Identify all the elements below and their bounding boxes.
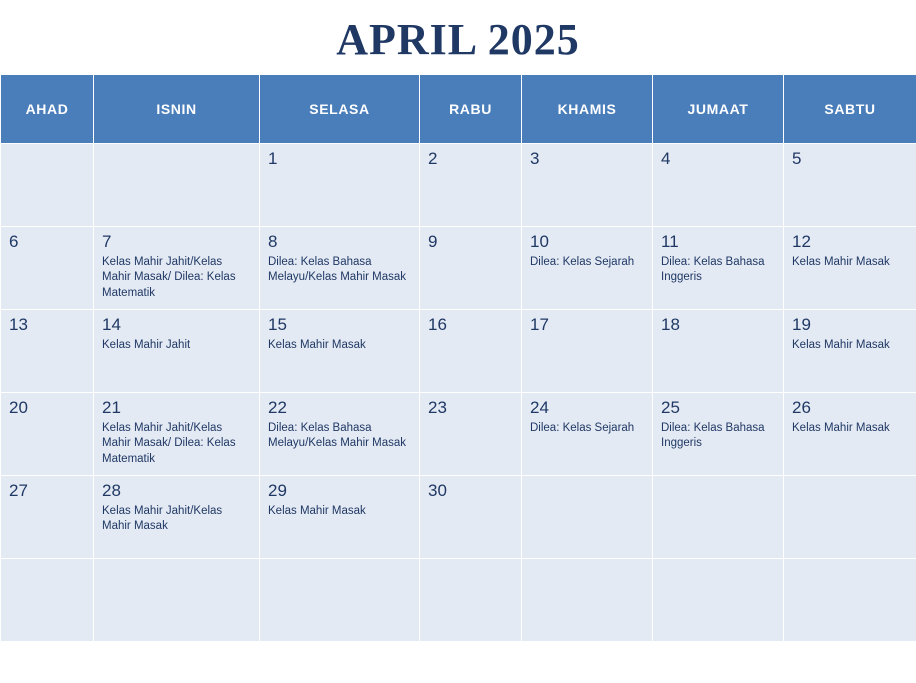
day-number: 1 [268,149,278,168]
day-number: 7 [102,232,112,251]
day-cell[interactable] [420,227,522,310]
calendar-week-row [1,559,916,642]
day-number: 30 [428,481,447,500]
day-number: 16 [428,315,447,334]
day-number: 6 [9,232,19,251]
weekday-header-selasa: SELASA [260,75,420,144]
day-number: 26 [792,398,811,417]
day-cell[interactable] [653,393,784,476]
day-cell[interactable] [784,144,916,227]
day-event: Kelas Mahir Masak [792,421,890,434]
day-cell[interactable] [1,227,94,310]
weekday-header-ahad: AHAD [1,75,94,144]
day-cell[interactable] [420,559,522,642]
day-number: 23 [428,398,447,417]
page-title: APRIL 2025 [336,15,580,64]
day-number: 17 [530,315,549,334]
day-event: Kelas Mahir Jahit/Kelas Mahir Masak/ Dilea: Kelas Matematik [102,255,236,299]
day-cell[interactable] [1,559,94,642]
day-number: 13 [9,315,28,334]
day-cell[interactable] [522,476,653,559]
day-cell[interactable] [653,559,784,642]
day-number: 10 [530,232,549,251]
day-cell[interactable] [653,227,784,310]
day-number: 3 [530,149,540,168]
day-cell[interactable] [522,144,653,227]
day-cell[interactable] [784,559,916,642]
day-number: 9 [428,232,438,251]
day-number: 24 [530,398,549,417]
calendar-week-row [1,144,916,227]
day-number: 11 [661,232,679,251]
day-event: Kelas Mahir Masak [268,338,366,351]
day-cell[interactable] [94,227,260,310]
day-cell[interactable] [1,476,94,559]
day-event: Dilea: Kelas Bahasa Inggeris [661,421,765,450]
day-number: 8 [268,232,278,251]
day-number: 25 [661,398,680,417]
weekday-header-sabtu: SABTU [784,75,916,144]
day-cell[interactable] [522,310,653,393]
day-event: Dilea: Kelas Bahasa Melayu/Kelas Mahir Masak [268,421,407,450]
day-cell[interactable] [522,559,653,642]
day-event: Kelas Mahir Masak [792,255,890,268]
day-number: 29 [268,481,287,500]
calendar-body [1,144,916,642]
day-number: 12 [792,232,811,251]
day-cell[interactable] [260,559,420,642]
day-number: 19 [792,315,811,334]
day-cell[interactable] [94,559,260,642]
day-cell[interactable] [420,310,522,393]
day-cell[interactable] [653,310,784,393]
day-cell[interactable] [653,144,784,227]
day-event: Kelas Mahir Jahit/Kelas Mahir Masak [102,504,223,533]
day-cell[interactable] [94,310,260,393]
day-event: Kelas Mahir Jahit/Kelas Mahir Masak/ Dilea: Kelas Matematik [102,421,236,465]
day-cell[interactable] [784,393,916,476]
calendar-week-row [1,310,916,393]
weekday-header-jumaat: JUMAAT [653,75,784,144]
day-cell[interactable] [522,393,653,476]
day-number: 5 [792,149,802,168]
day-event: Dilea: Kelas Bahasa Inggeris [661,255,765,284]
calendar-week-row [1,227,916,310]
day-cell[interactable] [653,476,784,559]
day-number: 18 [661,315,680,334]
day-event: Dilea: Kelas Bahasa Melayu/Kelas Mahir Masak [268,255,407,284]
day-cell[interactable] [784,227,916,310]
day-event: Kelas Mahir Jahit [102,338,191,351]
day-cell[interactable] [94,144,260,227]
calendar-week-row [1,393,916,476]
day-cell-holiday[interactable] [260,144,420,227]
calendar-week-row [1,476,916,559]
day-cell[interactable] [420,393,522,476]
day-cell[interactable] [94,476,260,559]
calendar-table [0,74,916,642]
day-number: 20 [9,398,28,417]
day-number: 14 [102,315,121,334]
day-cell[interactable] [94,393,260,476]
day-event: Dilea: Kelas Sejarah [530,421,635,434]
weekday-header-khamis: KHAMIS [522,75,653,144]
day-cell[interactable] [1,393,94,476]
day-event: Kelas Mahir Masak [792,338,890,351]
day-number: 2 [428,149,438,168]
day-number: 27 [9,481,28,500]
day-cell[interactable] [260,310,420,393]
day-cell[interactable] [260,476,420,559]
day-cell[interactable] [260,227,420,310]
day-cell[interactable] [784,310,916,393]
day-cell-holiday[interactable] [420,144,522,227]
weekday-header-rabu: RABU [420,75,522,144]
day-cell[interactable] [420,476,522,559]
day-cell[interactable] [1,310,94,393]
day-cell[interactable] [260,393,420,476]
day-number: 28 [102,481,121,500]
day-number: 4 [661,149,671,168]
day-cell[interactable] [522,227,653,310]
day-cell[interactable] [1,144,94,227]
day-event: Kelas Mahir Masak [268,504,366,517]
weekday-header-isnin: ISNIN [94,75,260,144]
day-cell[interactable] [784,476,916,559]
day-event: Dilea: Kelas Sejarah [530,255,635,268]
calendar-header-row [1,75,916,144]
day-number: 21 [102,398,121,417]
day-number: 15 [268,315,287,334]
day-number: 22 [268,398,287,417]
